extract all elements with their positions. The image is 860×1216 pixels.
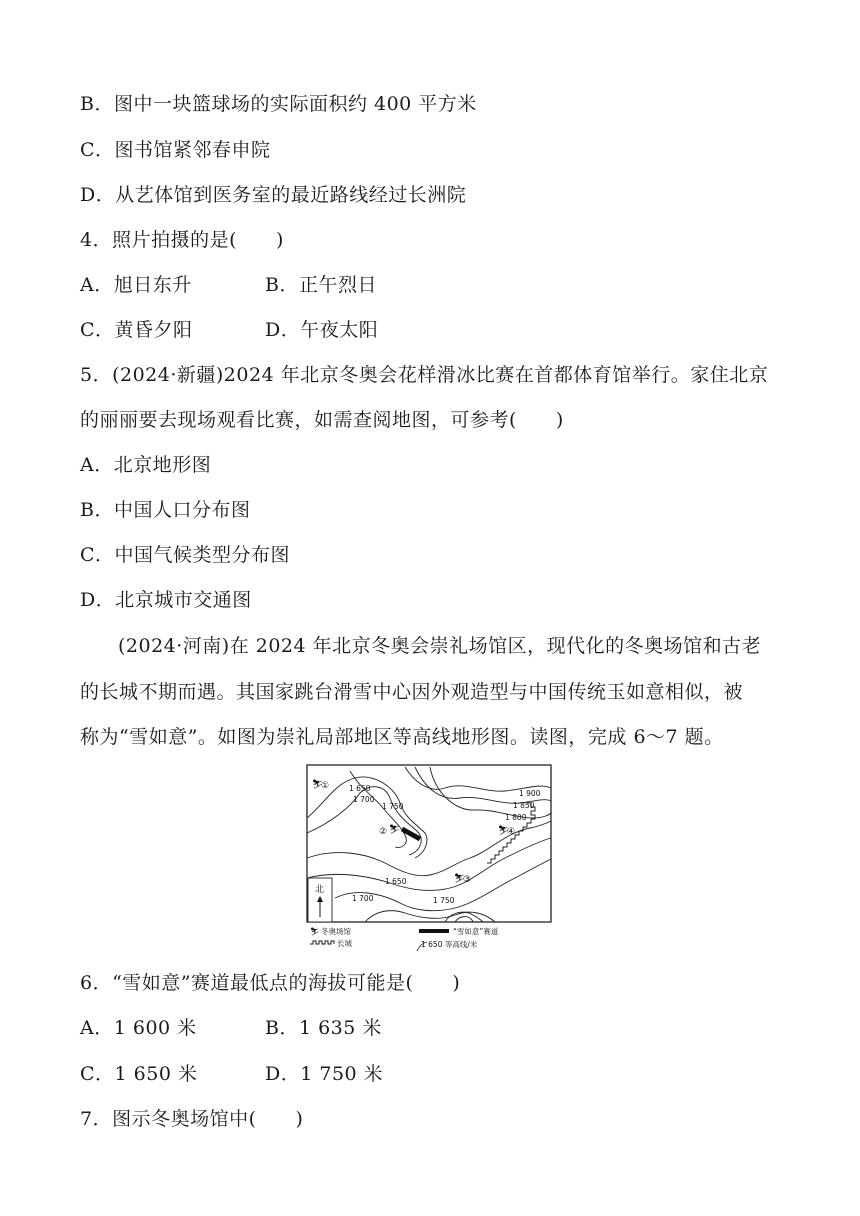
contour-label: 1 700 bbox=[352, 894, 374, 903]
contour-label: 1 750 bbox=[382, 802, 404, 811]
contour-map-figure bbox=[305, 763, 553, 953]
q4-option-b: B．正午烈日 bbox=[265, 274, 377, 296]
map-frame bbox=[307, 765, 551, 922]
contour-label: 1 700 bbox=[353, 795, 375, 804]
q4-option-c: C．黄昏夕阳 bbox=[80, 319, 193, 341]
contour-label: 1 850 bbox=[513, 801, 535, 810]
venue-3-label: ③ bbox=[463, 875, 472, 885]
q6-option-a: A．1 600 米 bbox=[80, 1017, 197, 1039]
legend-venue-label: 冬奥场馆 bbox=[321, 927, 351, 936]
north-label: 北 bbox=[315, 885, 325, 895]
venue-1-label: ① bbox=[321, 781, 330, 791]
q6-stem: 6．“雪如意”赛道最低点的海拔可能是( ) bbox=[80, 972, 461, 994]
contour-label: 1 650 bbox=[349, 784, 371, 793]
legend-venue-icon: ⛷ bbox=[310, 927, 320, 936]
venue-4-label: ④ bbox=[507, 827, 516, 837]
q5-stem-line2: 的丽丽要去现场观看比赛，如需查阅地图，可参考( ) bbox=[80, 409, 564, 431]
contour-label: 1 800 bbox=[505, 813, 527, 822]
q3-option-b: B．图中一块篮球场的实际面积约 400 平方米 bbox=[80, 93, 477, 115]
contour-label: 1 650 bbox=[385, 877, 407, 886]
q4-stem: 4．照片拍摄的是( ) bbox=[80, 229, 284, 251]
legend-wall-icon bbox=[310, 941, 334, 944]
q4-option-a: A．旭日东升 bbox=[80, 274, 192, 296]
q6-option-b: B．1 635 米 bbox=[265, 1017, 382, 1039]
passage-line3: 称为“雪如意”。如图为崇礼局部地区等高线地形图。读图，完成 6～7 题。 bbox=[80, 726, 724, 748]
q5-option-d: D．北京城市交通图 bbox=[80, 589, 252, 611]
passage-line1: (2024·河南)在 2024 年北京冬奥会崇礼场馆区，现代化的冬奥场馆和古老 bbox=[118, 635, 762, 657]
legend-track-label: “雪如意”赛道 bbox=[453, 927, 499, 936]
q5-option-c: C．中国气候类型分布图 bbox=[80, 544, 291, 566]
q6-option-d: D．1 750 米 bbox=[265, 1063, 384, 1085]
legend-track-swatch bbox=[419, 929, 449, 933]
venue-icon: ⛷ bbox=[312, 780, 324, 790]
venue-2-label: ② bbox=[379, 827, 388, 837]
q7-stem: 7．图示冬奥场馆中( ) bbox=[80, 1108, 304, 1130]
contour-label: 1 750 bbox=[433, 896, 455, 905]
q5-stem-line1: 5．(2024·新疆)2024 年北京冬奥会花样滑冰比赛在首都体育馆举行。家住北京 bbox=[80, 364, 769, 386]
venue-icon: ⛷ bbox=[454, 874, 466, 884]
q3-option-c: C．图书馆紧邻春申院 bbox=[80, 139, 271, 161]
venue-icon: ⛷ bbox=[389, 825, 401, 835]
legend-wall-label: 长城 bbox=[337, 939, 352, 948]
legend-contour-label: 1 650 等高线/米 bbox=[421, 940, 478, 949]
passage-line2: 的长城不期而遇。其国家跳台滑雪中心因外观造型与中国传统玉如意相似，被 bbox=[80, 681, 744, 703]
q6-option-c: C．1 650 米 bbox=[80, 1063, 198, 1085]
q4-option-d: D．午夜太阳 bbox=[265, 319, 379, 341]
q3-option-d: D．从艺体馆到医务室的最近路线经过长洲院 bbox=[80, 184, 467, 206]
contour-label: 1 900 bbox=[519, 789, 541, 798]
q5-option-a: A．北京地形图 bbox=[80, 454, 212, 476]
q5-option-b: B．中国人口分布图 bbox=[80, 499, 251, 521]
venue-icon: ⛷ bbox=[498, 826, 510, 836]
